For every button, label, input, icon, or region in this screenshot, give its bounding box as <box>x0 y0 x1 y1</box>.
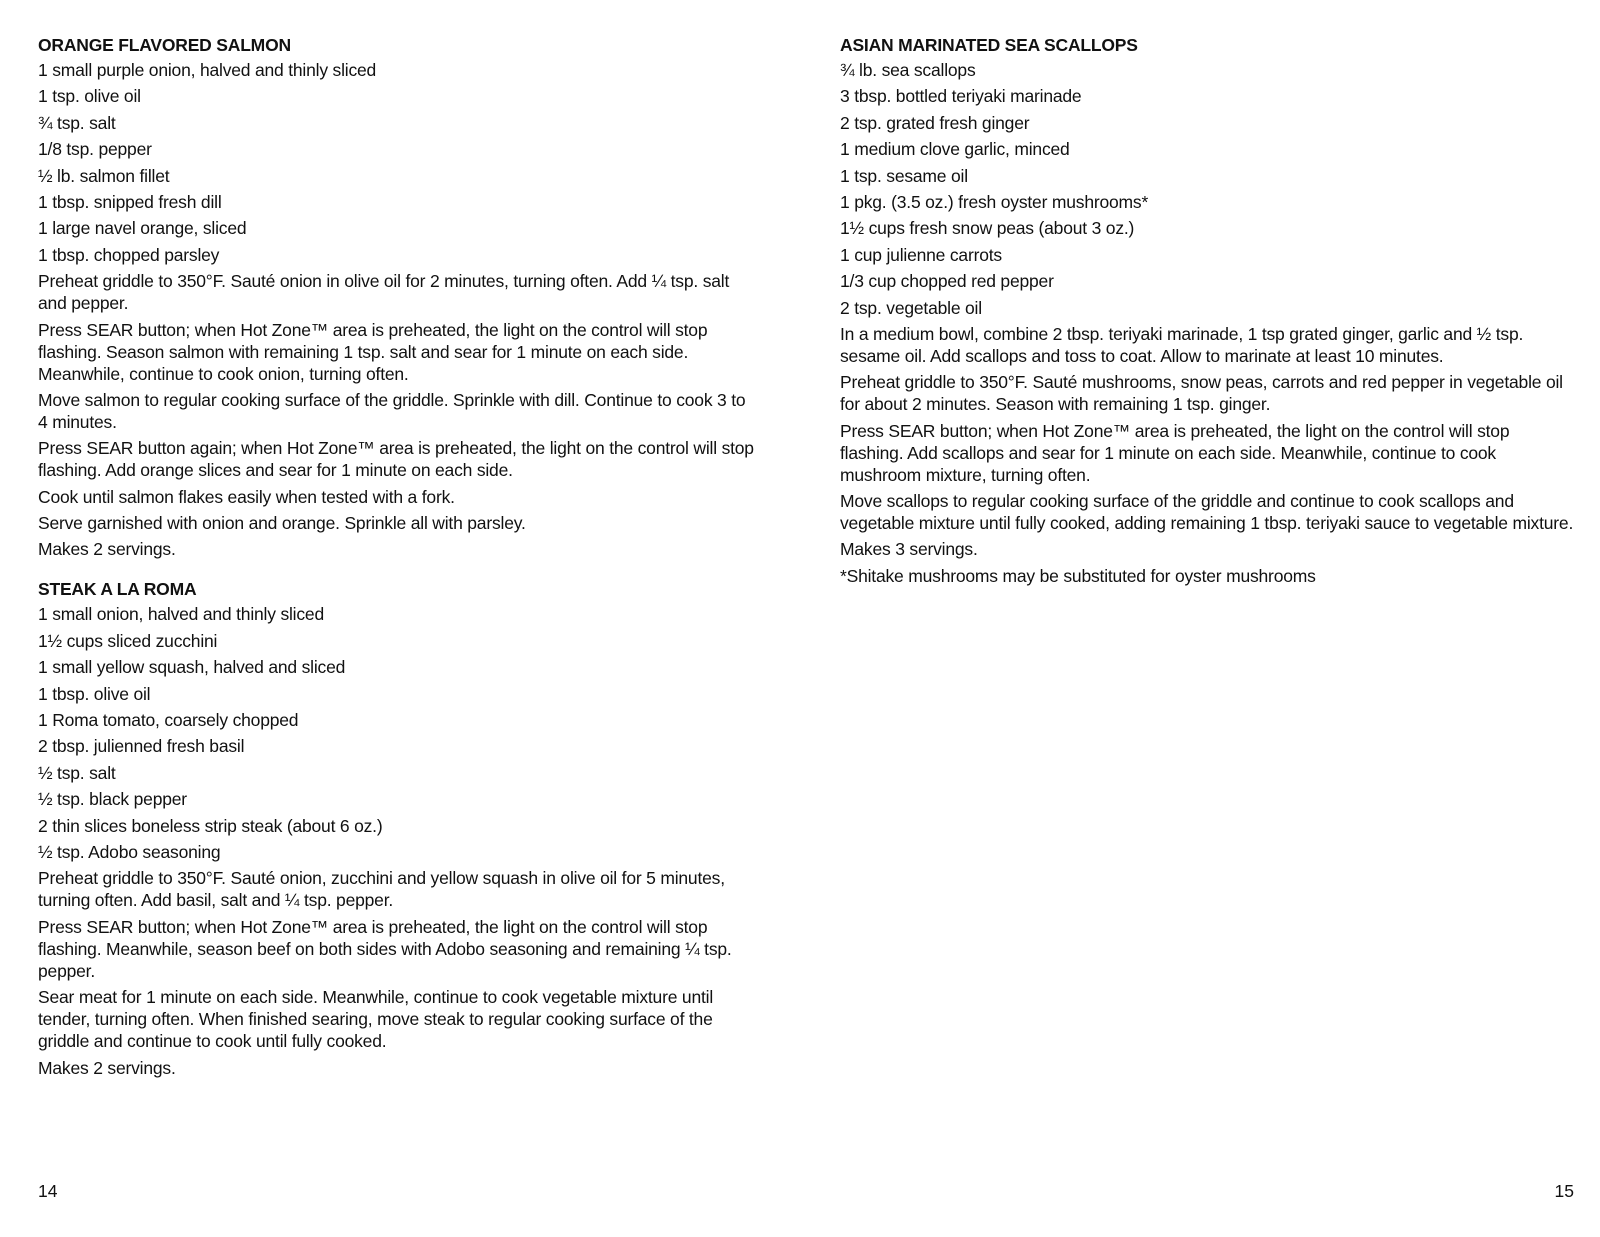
ingredient-item: 1 small onion, halved and thinly sliced <box>38 604 324 625</box>
ingredient-item: ½ tsp. salt <box>38 762 116 783</box>
ingredient-item: 1 medium clove garlic, minced <box>840 139 1070 160</box>
ingredient-item: 1 pkg. (3.5 oz.) fresh oyster mushrooms* <box>840 191 1149 212</box>
ingredient-item: 1 tbsp. olive oil <box>38 683 151 704</box>
instruction-step: Press SEAR button; when Hot Zone™ area is preheated, the light on the control will stop flashing. Meanwhile, season beef on both sides with Adobo seasoning and remaining ¼ tsp. pepper. <box>38 916 732 981</box>
instruction-list <box>840 323 1575 587</box>
ingredient-item: 1 small purple onion, halved and thinly sliced <box>38 60 377 80</box>
ingredient-list <box>38 59 758 266</box>
ingredient-item: 1 tbsp. chopped parsley <box>38 244 220 265</box>
instruction-step: Preheat griddle to 350°F. Sauté onion in olive oil for 2 minutes, turning often. Add ¼ tsp. salt and pepper. <box>38 271 730 314</box>
ingredient-item: 1 tsp. olive oil <box>38 86 141 107</box>
ingredient-item: 1 tbsp. snipped fresh dill <box>38 191 222 212</box>
instruction-step: Cook until salmon flakes easily when tested with a fork. <box>38 486 455 507</box>
ingredient-item: 2 thin slices boneless strip steak (about 6 oz.) <box>38 815 383 836</box>
recipe-asian-marinated-sea-scallops <box>840 34 1575 587</box>
ingredient-item: ½ tsp. black pepper <box>38 789 187 810</box>
servings-note: Makes 2 servings. <box>38 539 176 560</box>
ingredient-item: 2 tsp. grated fresh ginger <box>840 112 1030 133</box>
servings-note: Makes 3 servings. <box>840 539 978 560</box>
page-number-right: 15 <box>1554 1181 1574 1201</box>
ingredient-item: 1½ cups sliced zucchini <box>38 630 218 651</box>
instruction-step: Press SEAR button; when Hot Zone™ area is preheated, the light on the control will stop flashing. Add scallops and sear for 1 minute on each side. Meanwhile, continue to cook mushroom mixture, turning often. <box>840 420 1510 485</box>
ingredient-item: 1 cup julienne carrots <box>840 244 1002 265</box>
ingredient-item: 1½ cups fresh snow peas (about 3 oz.) <box>840 218 1135 239</box>
instruction-step: Move scallops to regular cooking surface of the griddle and continue to cook scallops and vegetable mixture until fully cooked, adding remaining 1 tbsp. teriyaki sauce to vegetable mixture. <box>840 491 1574 534</box>
ingredient-item: 1/3 cup chopped red pepper <box>840 271 1054 292</box>
ingredient-item: 3 tbsp. bottled teriyaki marinade <box>840 86 1082 107</box>
instruction-step: Sear meat for 1 minute on each side. Meanwhile, continue to cook vegetable mixture until tender, turning often. When finished searing, move steak to regular cooking surface of the griddle and continue to cook until fully cooked. <box>38 987 714 1052</box>
instruction-step: Press SEAR button; when Hot Zone™ area is preheated, the light on the control will stop flashing. Season salmon with remaining 1 tsp. salt and sear for 1 minute on each side. Meanwhile, continue to cook onion, turning often. <box>38 319 708 384</box>
ingredient-list <box>38 603 758 863</box>
recipe-title: ASIAN MARINATED SEA SCALLOPS <box>840 35 1138 55</box>
instruction-step: Press SEAR button again; when Hot Zone™ area is preheated, the light on the control will stop flashing. Add orange slices and sear for 1 minute on each side. <box>38 438 754 481</box>
ingredient-item: 1 Roma tomato, coarsely chopped <box>38 710 299 731</box>
instruction-step: Preheat griddle to 350°F. Sauté mushrooms, snow peas, carrots and red pepper in vegetable oil for about 2 minutes. Season with remaining 1 tsp. ginger. <box>840 372 1563 415</box>
ingredient-item: ½ lb. salmon fillet <box>38 165 170 186</box>
instruction-step: Move salmon to regular cooking surface of the griddle. Sprinkle with dill. Continue to cook 3 to 4 minutes. <box>38 389 746 432</box>
recipe-orange-flavored-salmon <box>38 34 758 560</box>
ingredient-item: 2 tsp. vegetable oil <box>840 297 982 318</box>
instruction-step: Serve garnished with onion and orange. Sprinkle all with parsley. <box>38 513 526 534</box>
ingredient-item: ½ tsp. Adobo seasoning <box>38 841 221 862</box>
ingredient-item: 1 large navel orange, sliced <box>38 218 247 239</box>
left-page <box>38 34 758 1083</box>
instruction-list <box>38 867 758 1078</box>
page-number-left: 14 <box>38 1181 58 1201</box>
recipe-steak-a-la-roma <box>38 578 758 1078</box>
recipe-title: ORANGE FLAVORED SALMON <box>38 35 291 55</box>
instruction-step: Preheat griddle to 350°F. Sauté onion, zucchini and yellow squash in olive oil for 5 minutes, turning often. Add basil, salt and ¼ tsp. pepper. <box>38 868 725 911</box>
right-page <box>840 34 1575 591</box>
ingredient-item: ¾ lb. sea scallops <box>840 60 976 80</box>
ingredient-item: 1 small yellow squash, halved and sliced <box>38 657 346 678</box>
ingredient-list <box>840 59 1575 319</box>
ingredient-item: 2 tbsp. julienned fresh basil <box>38 736 245 757</box>
footnote: *Shitake mushrooms may be substituted for oyster mushrooms <box>840 565 1316 586</box>
recipe-title: STEAK A LA ROMA <box>38 579 197 600</box>
ingredient-item: 1 tsp. sesame oil <box>840 165 968 186</box>
servings-note: Makes 2 servings. <box>38 1057 176 1078</box>
instruction-list <box>38 270 758 560</box>
ingredient-item: 1/8 tsp. pepper <box>38 139 152 160</box>
instruction-step: In a medium bowl, combine 2 tbsp. teriyaki marinade, 1 tsp grated ginger, garlic and ½ tsp. sesame oil. Add scallops and toss to coat. Allow to marinate at least 10 minutes. <box>840 323 1524 366</box>
ingredient-item: ¾ tsp. salt <box>38 112 116 133</box>
